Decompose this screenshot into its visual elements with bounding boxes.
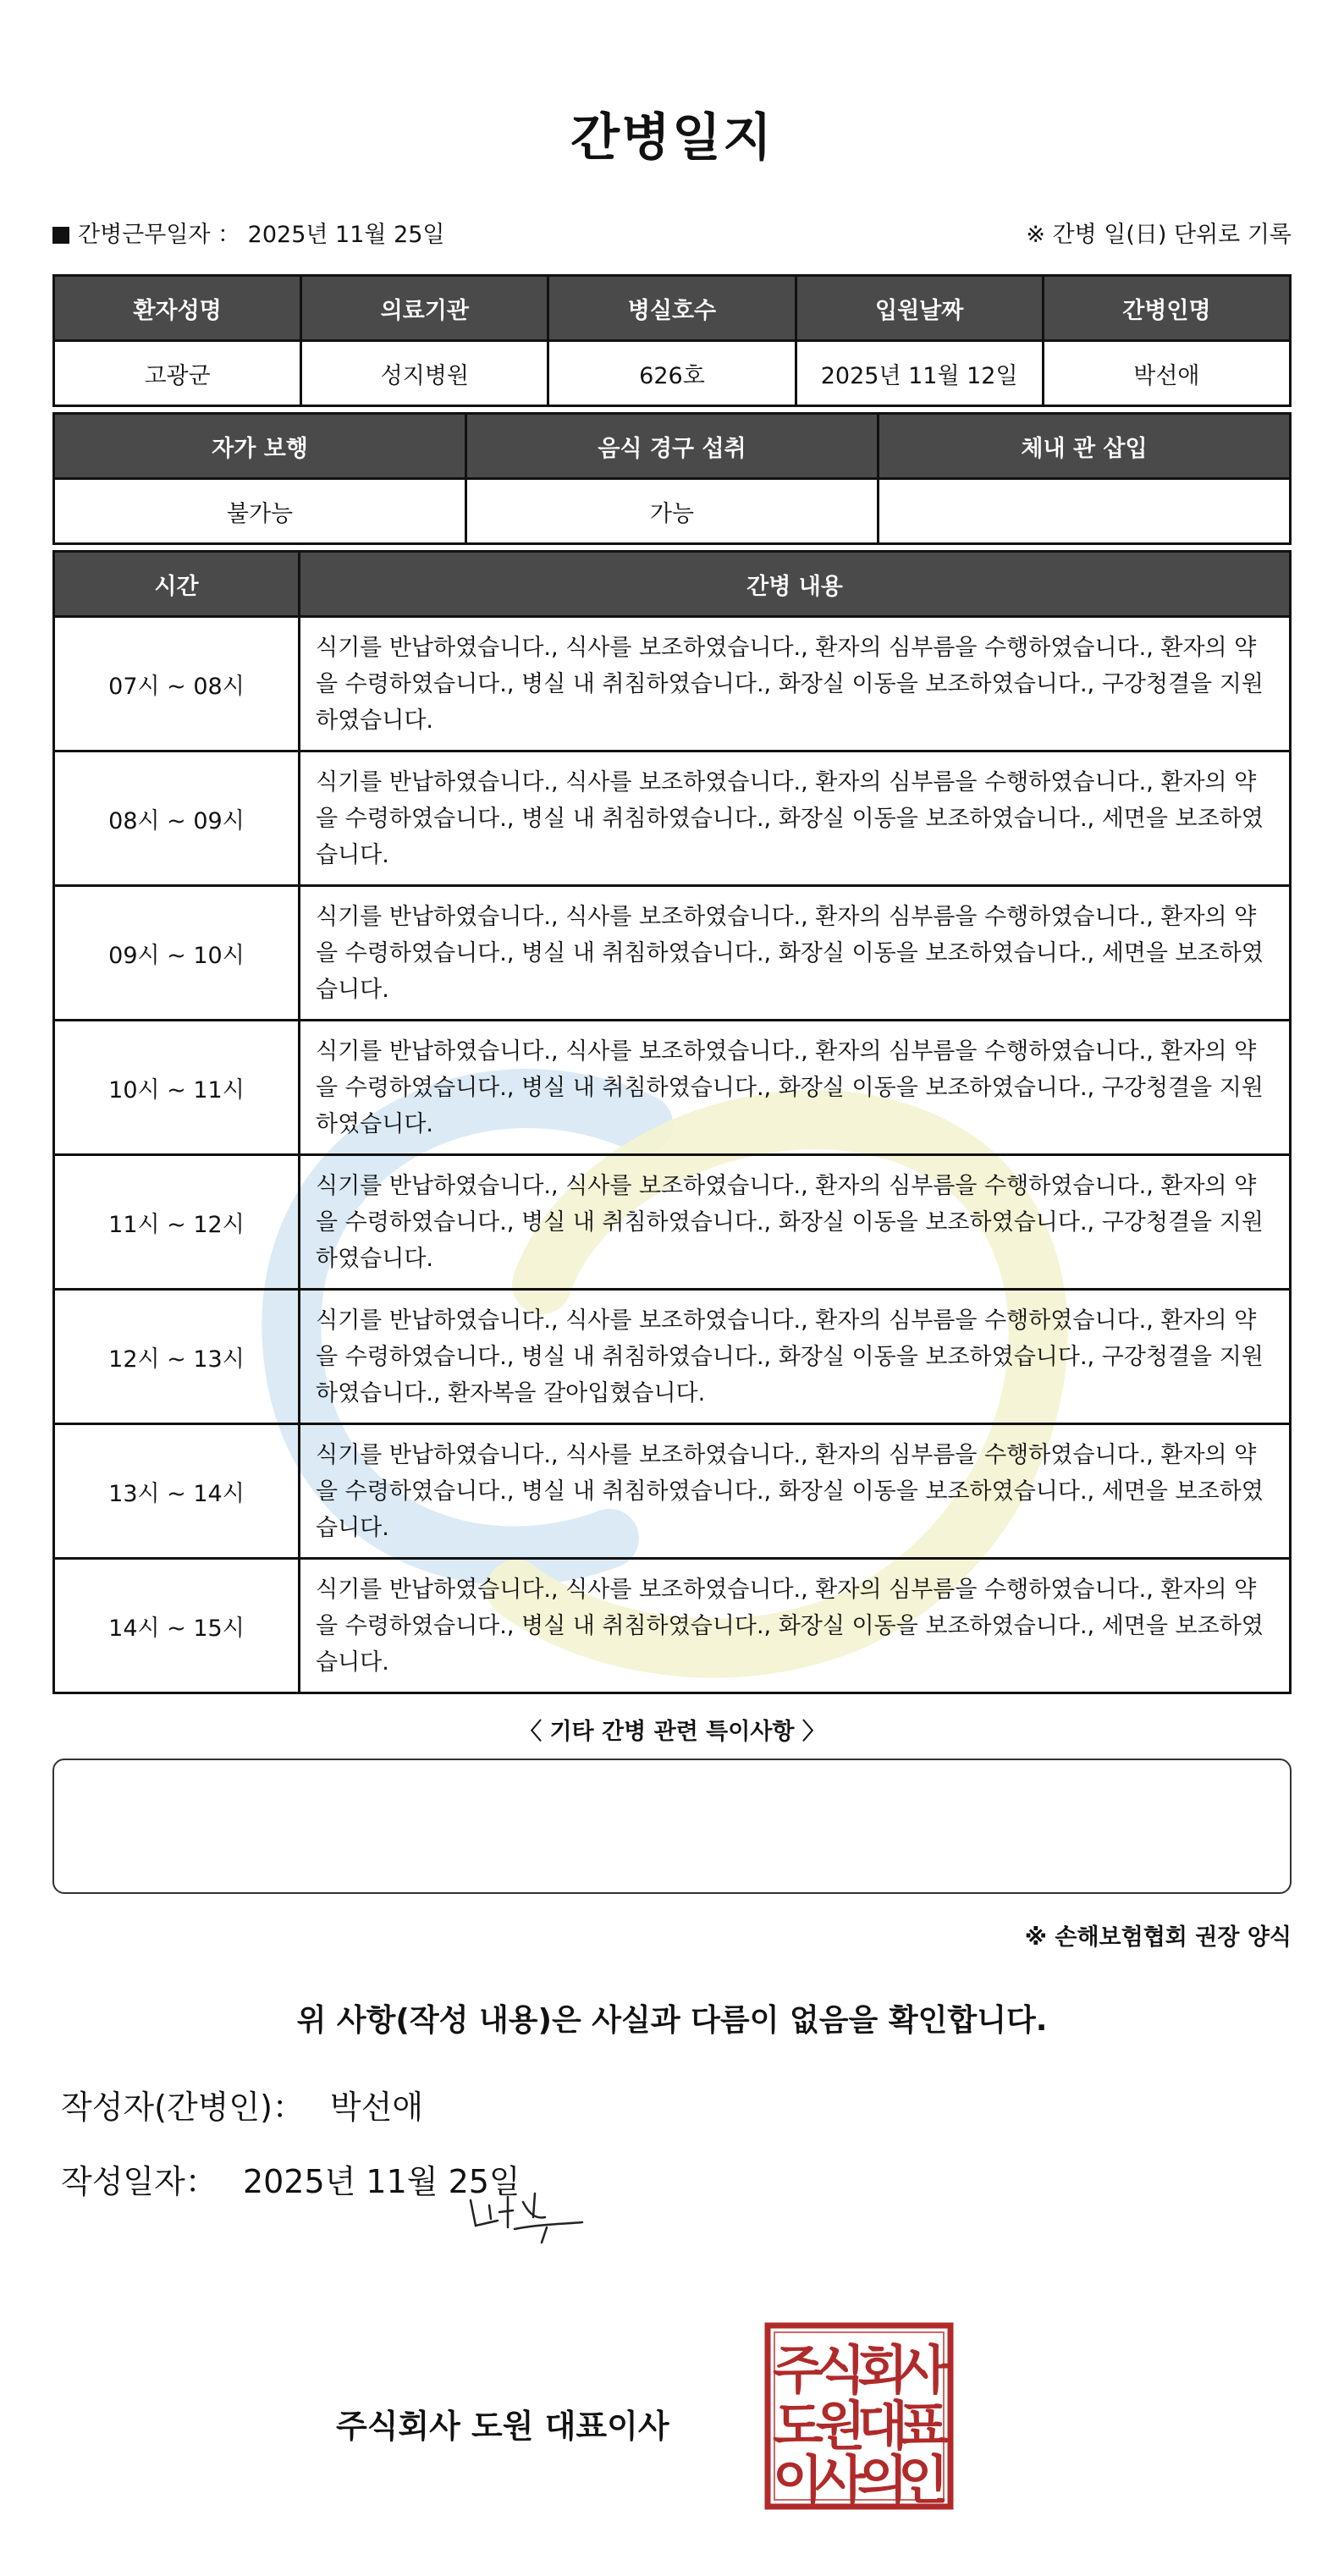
header-patient-name: 환자성명: [54, 276, 301, 341]
table-row: [54, 1290, 1291, 1424]
svg-text:사: 사: [815, 2449, 866, 2510]
header-oral-intake: 음식 경구 섭취: [466, 414, 879, 479]
svg-text:식: 식: [815, 2339, 866, 2401]
care-content-cell: 식기를 반납하였습니다., 식사를 보조하였습니다., 환자의 심부름을 수행하였습니다., 환자의 약을 수령하였습니다., 병실 내 취침하였습니다., 화장실 이동을 보조하였습니다., 구강청결을 지원하였습니다.: [300, 1155, 1291, 1290]
svg-text:도: 도: [773, 2395, 823, 2457]
time-cell: 12시 ~ 13시: [54, 1290, 300, 1424]
table-row: [54, 1559, 1291, 1693]
company-representative: 주식회사 도원 대표이사: [336, 2408, 669, 2445]
care-content-cell: 식기를 반납하였습니다., 식사를 보조하였습니다., 환자의 심부름을 수행하였습니다., 환자의 약을 수령하였습니다., 병실 내 취침하였습니다., 화장실 이동을 보조하였습니다., 구강청결을 지원하였습니다., 환자복을 갈아입혔습니다.: [300, 1290, 1291, 1424]
written-date-value: 2025년 11월 25일: [242, 2163, 521, 2200]
writer-row: [52, 2082, 1292, 2133]
square-bullet-icon: [52, 227, 69, 244]
work-date: [52, 218, 445, 252]
hospital-name: 성지병원: [301, 341, 548, 406]
document-title: 간병일지: [570, 108, 774, 168]
table-row: [54, 617, 1291, 751]
table-row: [54, 1155, 1291, 1290]
patient-info-table: [52, 274, 1292, 407]
care-log-table: [52, 550, 1292, 1694]
header-caregiver-name: 간병인명: [1043, 276, 1290, 341]
svg-text:이: 이: [773, 2449, 823, 2510]
table-row: [54, 1021, 1291, 1155]
header-tube: 체내 관 삽입: [879, 414, 1291, 479]
time-cell: 14시 ~ 15시: [54, 1559, 300, 1693]
svg-text:원: 원: [815, 2395, 866, 2457]
daily-record-note: ※ 간병 일(日) 단위로 기록: [1026, 222, 1292, 248]
writer-name: 박선애: [329, 2089, 424, 2126]
writer-label: 작성자(간병인)：: [61, 2089, 305, 2126]
header-walking: 자가 보행: [54, 414, 466, 479]
written-date-row: [61, 2156, 1292, 2207]
tube-value: [879, 479, 1291, 544]
header-admission-date: 입원날짜: [796, 276, 1043, 341]
header-care-content: 간병 내용: [300, 552, 1291, 617]
patient-status-table: [52, 412, 1292, 545]
care-content-cell: 식기를 반납하였습니다., 식사를 보조하였습니다., 환자의 심부름을 수행하였습니다., 환자의 약을 수령하였습니다., 병실 내 취침하였습니다., 화장실 이동을 보조하였습니다., 세면을 보조하였습니다.: [300, 886, 1291, 1021]
oral-intake-value: 가능: [466, 479, 879, 544]
work-date-label: 간병근무일자 ：: [78, 222, 241, 248]
patient-name: 고광군: [54, 341, 301, 406]
time-cell: 13시 ~ 14시: [54, 1424, 300, 1559]
written-date-label: 작성일자：: [61, 2163, 218, 2200]
svg-text:대: 대: [857, 2395, 908, 2457]
header-time: 시간: [54, 552, 300, 617]
time-cell: 09시 ~ 10시: [54, 886, 300, 1021]
notes-title: 〈 기타 간병 관련 특이사항 〉: [519, 1719, 825, 1745]
admission-date: 2025년 11월 12일: [796, 341, 1043, 406]
table-row: [54, 886, 1291, 1021]
care-content-cell: 식기를 반납하였습니다., 식사를 보조하였습니다., 환자의 심부름을 수행하였습니다., 환자의 약을 수령하였습니다., 병실 내 취침하였습니다., 화장실 이동을 보조하였습니다., 세면을 보조하였습니다.: [300, 751, 1291, 886]
caregiver-name: 박선애: [1043, 341, 1290, 406]
care-content-cell: 식기를 반납하였습니다., 식사를 보조하였습니다., 환자의 심부름을 수행하였습니다., 환자의 약을 수령하였습니다., 병실 내 취침하였습니다., 화장실 이동을 보조하였습니다., 세면을 보조하였습니다.: [300, 1559, 1291, 1693]
svg-text:의: 의: [857, 2449, 908, 2510]
svg-text:인: 인: [898, 2449, 949, 2510]
svg-text:사: 사: [898, 2339, 949, 2401]
notes-box: [52, 1759, 1292, 1894]
room-number: 626호: [548, 341, 796, 406]
svg-text:회: 회: [857, 2339, 908, 2401]
header-room: 병실호수: [548, 276, 796, 341]
svg-text:표: 표: [898, 2395, 949, 2457]
time-cell: 08시 ~ 09시: [54, 751, 300, 886]
meta-row: [52, 218, 1292, 252]
confirmation-statement: 위 사항(작성 내용)은 사실과 다름이 없음을 확인합니다.: [296, 2003, 1048, 2038]
svg-text:주: 주: [773, 2339, 823, 2401]
care-content-cell: 식기를 반납하였습니다., 식사를 보조하였습니다., 환자의 심부름을 수행하였습니다., 환자의 약을 수령하였습니다., 병실 내 취침하였습니다., 화장실 이동을 보조하였습니다., 구강청결을 지원하였습니다.: [300, 617, 1291, 751]
time-cell: 10시 ~ 11시: [54, 1021, 300, 1155]
table-row: [54, 751, 1291, 886]
care-content-cell: 식기를 반납하였습니다., 식사를 보조하였습니다., 환자의 심부름을 수행하였습니다., 환자의 약을 수령하였습니다., 병실 내 취침하였습니다., 화장실 이동을 보조하였습니다., 구강청결을 지원하였습니다.: [300, 1021, 1291, 1155]
header-hospital: 의료기관: [301, 276, 548, 341]
table-row: [54, 1424, 1291, 1559]
care-content-cell: 식기를 반납하였습니다., 식사를 보조하였습니다., 환자의 심부름을 수행하였습니다., 환자의 약을 수령하였습니다., 병실 내 취침하였습니다., 화장실 이동을 보조하였습니다., 세면을 보조하였습니다.: [300, 1424, 1291, 1559]
recommended-form-note: ※ 손해보험협회 권장 양식: [1024, 1924, 1292, 1951]
time-cell: 07시 ~ 08시: [54, 617, 300, 751]
work-date-value: 2025년 11월 25일: [247, 222, 445, 248]
walking-value: 불가능: [54, 479, 466, 544]
time-cell: 11시 ~ 12시: [54, 1155, 300, 1290]
company-seal: [764, 2322, 954, 2510]
